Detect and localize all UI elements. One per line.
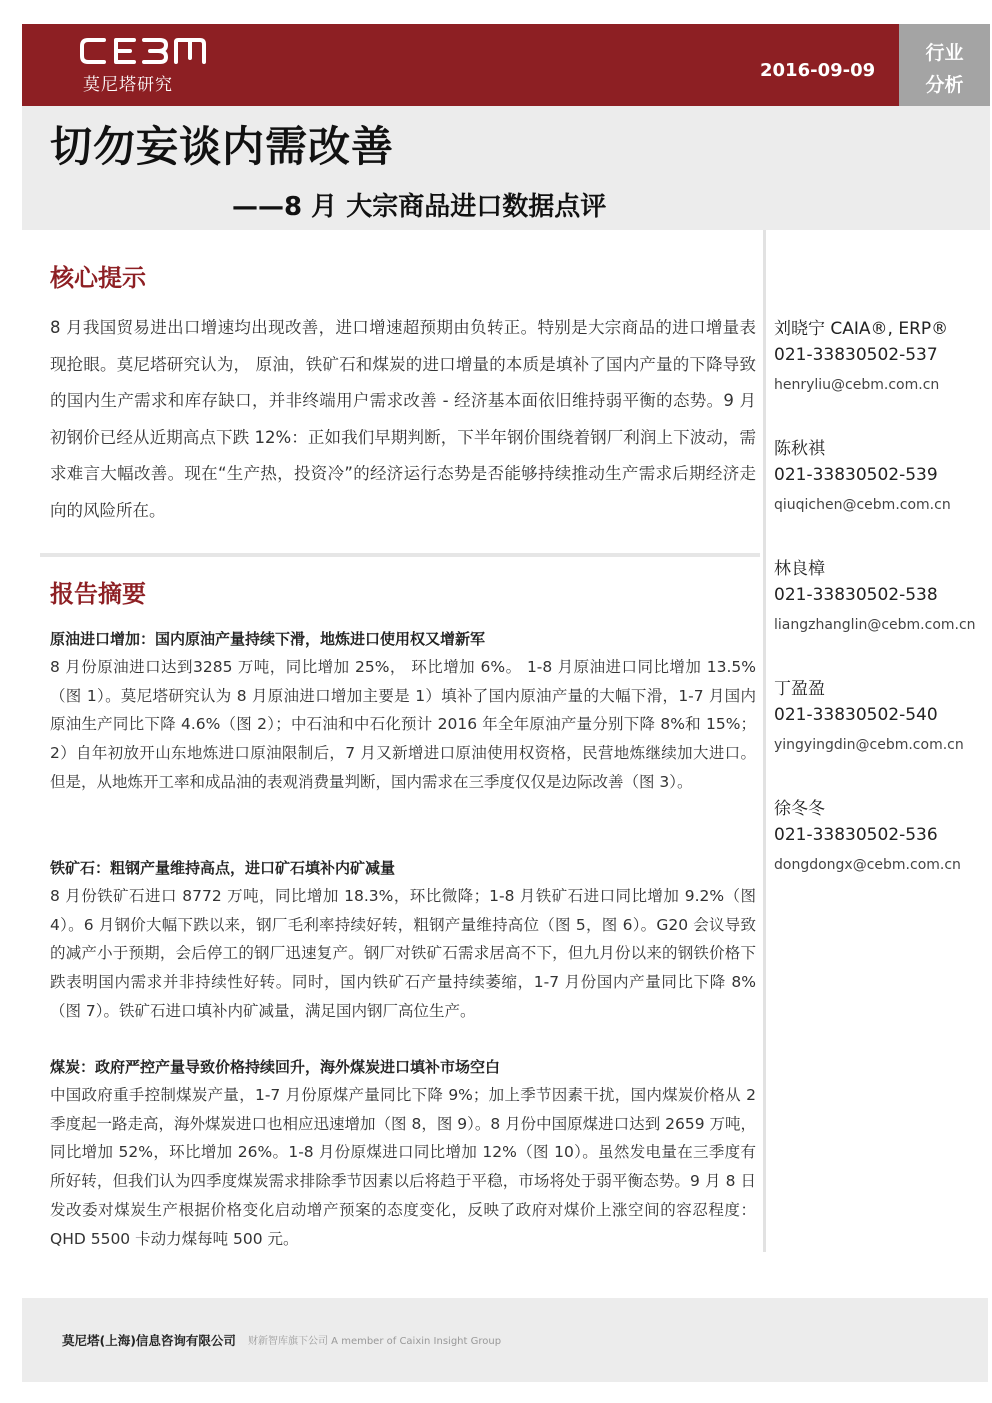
crude-oil-subheading: 原油进口增加：国内原油产量持续下滑，地炼进口使用权又增新军	[50, 630, 486, 648]
summary-heading: 报告摘要	[50, 580, 146, 608]
analyst-email[interactable]: henryliu@cebm.com.cn	[774, 377, 940, 393]
category-line-2: 分析	[925, 74, 964, 96]
footer-member-note: 财新智库旗下公司 A member of Caixin Insight Group	[248, 1336, 502, 1347]
analyst-phone: 021-33830502-537	[774, 345, 938, 365]
analyst-name: 林良樟	[774, 559, 825, 579]
section-divider	[40, 553, 760, 557]
analyst-name: 刘晓宁 CAIA®, ERP®	[774, 319, 949, 339]
iron-ore-paragraph: 8 月份铁矿石进口 8772 万吨，同比增加 18.3%，环比微降；1-8 月铁矿石进口同比增加 9.2%（图 4）。6 月钢价大幅下跌以来，钢厂毛利率持续好转，粗钢产量维持高位（图 5，图 6）。G20 会议导致的减产小于预期，会后停工的钢厂迅速复产。钢厂对铁矿石需求居高不下，但九月份以来的钢铁价格下跌表明国内需求并非持续性好转。同时，国内铁矿石产量持续萎缩，1-7 月份国内产量同比下降 8%（图 7）。铁矿石进口填补内矿减量，满足国内钢厂高位生产。	[50, 887, 756, 1020]
analyst-email[interactable]: liangzhanglin@cebm.com.cn	[774, 617, 976, 633]
analyst-phone: 021-33830502-539	[774, 465, 938, 485]
analyst-email[interactable]: yingyingdin@cebm.com.cn	[774, 737, 964, 753]
analyst-phone: 021-33830502-538	[774, 585, 938, 605]
analyst-phone: 021-33830502-536	[774, 825, 938, 845]
logo-text: 莫尼塔研究	[83, 75, 173, 95]
core-heading: 核心提示	[50, 264, 146, 292]
cebm-logo-mark	[78, 34, 208, 68]
analyst-name: 徐冬冬	[774, 799, 825, 819]
column-divider	[763, 230, 766, 1252]
analyst-email[interactable]: qiuqichen@cebm.com.cn	[774, 497, 951, 513]
report-date: 2016-09-09	[760, 60, 876, 81]
analyst-name: 陈秋祺	[774, 439, 825, 459]
iron-ore-subheading: 铁矿石：粗钢产量维持高点，进口矿石填补内矿减量	[50, 859, 396, 877]
crude-oil-paragraph: 8 月份原油进口达到3285 万吨，同比增加 25%， 环比增加 6%。 1-8 月原油进口同比增加 13.5%（图 1）。莫尼塔研究认为 8 月原油进口增加主要是 1）填补了国内原油产量的大幅下滑，1-7 月国内原油生产同比下降 4.6%（图 2）；中石油和中石化预计 2016 年全年原油产量分别下降 8%和 15%； 2）自年初放开山东地炼进口原油限制后，7 月又新增进口原油使用权资格，民营地炼继续加大进口。但是，从地炼开工率和成品油的表观消费量判断，国内需求在三季度仅仅是边际改善（图 3）。	[50, 658, 756, 791]
analyst-phone: 021-33830502-540	[774, 705, 938, 725]
analyst-email[interactable]: dongdongx@cebm.com.cn	[774, 857, 961, 873]
report-subtitle: ——8 月 大宗商品进口数据点评	[232, 192, 607, 222]
report-category	[899, 24, 990, 106]
company-logo	[78, 34, 208, 96]
category-line-1: 行业	[925, 42, 964, 64]
footer-company-name: 莫尼塔(上海)信息咨询有限公司	[62, 1333, 236, 1348]
core-paragraph: 8 月我国贸易进出口增速均出现改善，进口增速超预期由负转正。特别是大宗商品的进口增量表现抢眼。莫尼塔研究认为， 原油，铁矿石和煤炭的进口增量的本质是填补了国内产量的下降导致的国内生产需求和库存缺口，并非终端用户需求改善 - 经济基本面依旧维持弱平衡的态势。9 月初钢价已经从近期高点下跌 12%：正如我们早期判断，下半年钢价围绕着钢厂利润上下波动，需求难言大幅改善。现在“生产热，投资冷”的经济运行态势是否能够持续推动生产需求后期经济走向的风险所在。	[50, 318, 756, 520]
report-title: 切勿妄谈内需改善	[50, 122, 395, 171]
coal-subheading: 煤炭：政府严控产量导致价格持续回升，海外煤炭进口填补市场空白	[50, 1058, 501, 1076]
analyst-name: 丁盈盈	[774, 679, 825, 699]
coal-paragraph: 中国政府重手控制煤炭产量，1-7 月份原煤产量同比下降 9%；加上季节因素干扰，国内煤炭价格从 2 季度起一路走高，海外煤炭进口也相应迅速增加（图 8，图 9）。8 月份中国原煤进口达到 2659 万吨，同比增加 52%，环比增加 26%。1-8 月份原煤进口同比增加 12%（图 10）。虽然发电量在三季度有所好转，但我们认为四季度煤炭需求排除季节因素以后将趋于平稳，市场将处于弱平衡态势。9 月 8 日发改委对煤炭生产根据价格变化启动增产预案的态度变化，反映了政府对煤价上涨空间的容忍程度：QHD 5500 卡动力煤每吨 500 元。	[50, 1086, 756, 1248]
